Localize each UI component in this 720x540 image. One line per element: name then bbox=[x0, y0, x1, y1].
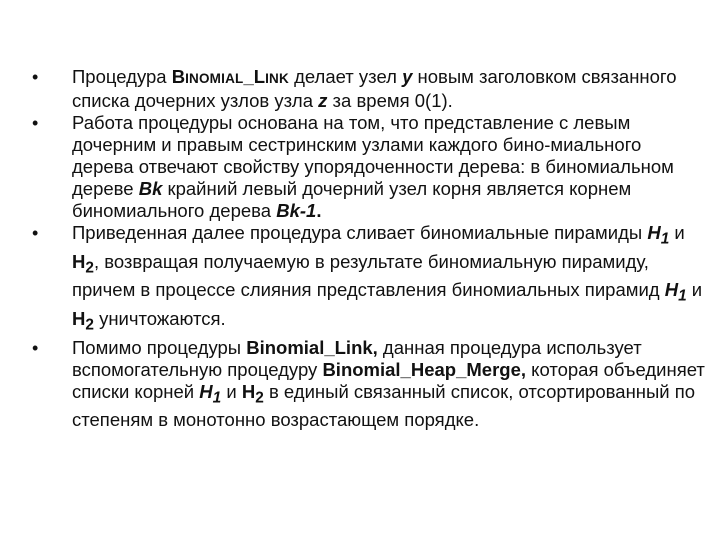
var-h: H bbox=[647, 222, 661, 243]
text: и bbox=[686, 279, 703, 301]
term-binomial-heap-merge: Binomial_Heap_Merge, bbox=[322, 358, 527, 380]
term-binomial-link-bold: Binomial_Link, bbox=[246, 336, 378, 358]
text: , возвращая получаемую в результате биномиальную пирамиду, причем в процессе слияния представления биномиальных пирамид bbox=[72, 250, 665, 301]
bullet-list bbox=[28, 66, 708, 431]
var-z: z bbox=[318, 90, 328, 111]
var-h: H bbox=[199, 380, 213, 402]
text: . bbox=[316, 200, 322, 221]
var-h: H bbox=[72, 250, 86, 272]
text: Работа процедуры основана на том, что представление с левым дочерним и правым сестринским узлами каждого бино-миального дерева отвечают свойству упорядоченности дерева: в биномиальном дереве bbox=[72, 112, 674, 199]
bullet-item-heap-merge: • Помимо процедуры Binomial_Link, данная процедура использует вспомогательную процедуру Binomial_Heap_Merge, которая объединяет списки корней $H_1$ и $H_2$ в единый связанный список, отсортированный по степеням в монотонно возрастающем порядке. bbox=[32, 336, 705, 431]
bullet-icon: • bbox=[32, 113, 39, 133]
bullet-icon: • bbox=[32, 337, 39, 358]
var-h: H bbox=[241, 380, 256, 402]
bullet-icon: • bbox=[32, 223, 39, 243]
term-bk-minus-1: Bk-1 bbox=[276, 200, 317, 221]
bullet-item-binomial-link bbox=[28, 66, 708, 112]
var-y: у bbox=[402, 66, 413, 87]
var-h: H bbox=[72, 308, 86, 330]
text: данная процедура использует вспомогательную процедуру bbox=[72, 336, 642, 380]
text: и bbox=[669, 222, 685, 243]
bullet-icon: • bbox=[32, 67, 39, 87]
term-bk: Bk bbox=[138, 178, 163, 199]
text: в единый связанный список, отсортированный по степеням в монотонно возрастающем порядке. bbox=[72, 380, 696, 431]
bullet-item-heap-union: • Приведенная далее процедура сливает биномиальные пирамиды $H_1$ и $H_2$, возвращая получаемую в результате биномиальную пирамиду, причем в процессе слияния представления биномиальных пирамид $H_1$ и $H_2$ уничтожаются. bbox=[32, 222, 703, 334]
text: и bbox=[221, 380, 242, 402]
bullet-item-procedure-basis bbox=[28, 112, 708, 222]
text: делает узел bbox=[288, 66, 403, 87]
text: уничтожаются. bbox=[93, 308, 226, 330]
text: которая объединяет списки корней bbox=[72, 358, 705, 402]
text: крайний левый дочерний узел корня является корнем биномиального дерева bbox=[72, 178, 632, 221]
var-h: H bbox=[664, 279, 679, 301]
term-binomial-link: BINOMIAL_LINK bbox=[171, 66, 289, 87]
text: за время 0(1). bbox=[327, 90, 453, 111]
text: Процедура bbox=[72, 66, 172, 87]
text: новым заголовком связанного списка дочерних узлов узла bbox=[72, 66, 677, 111]
text: Помимо процедуры bbox=[72, 336, 247, 358]
text: Приведенная далее процедура сливает биномиальные пирамиды bbox=[72, 222, 648, 243]
